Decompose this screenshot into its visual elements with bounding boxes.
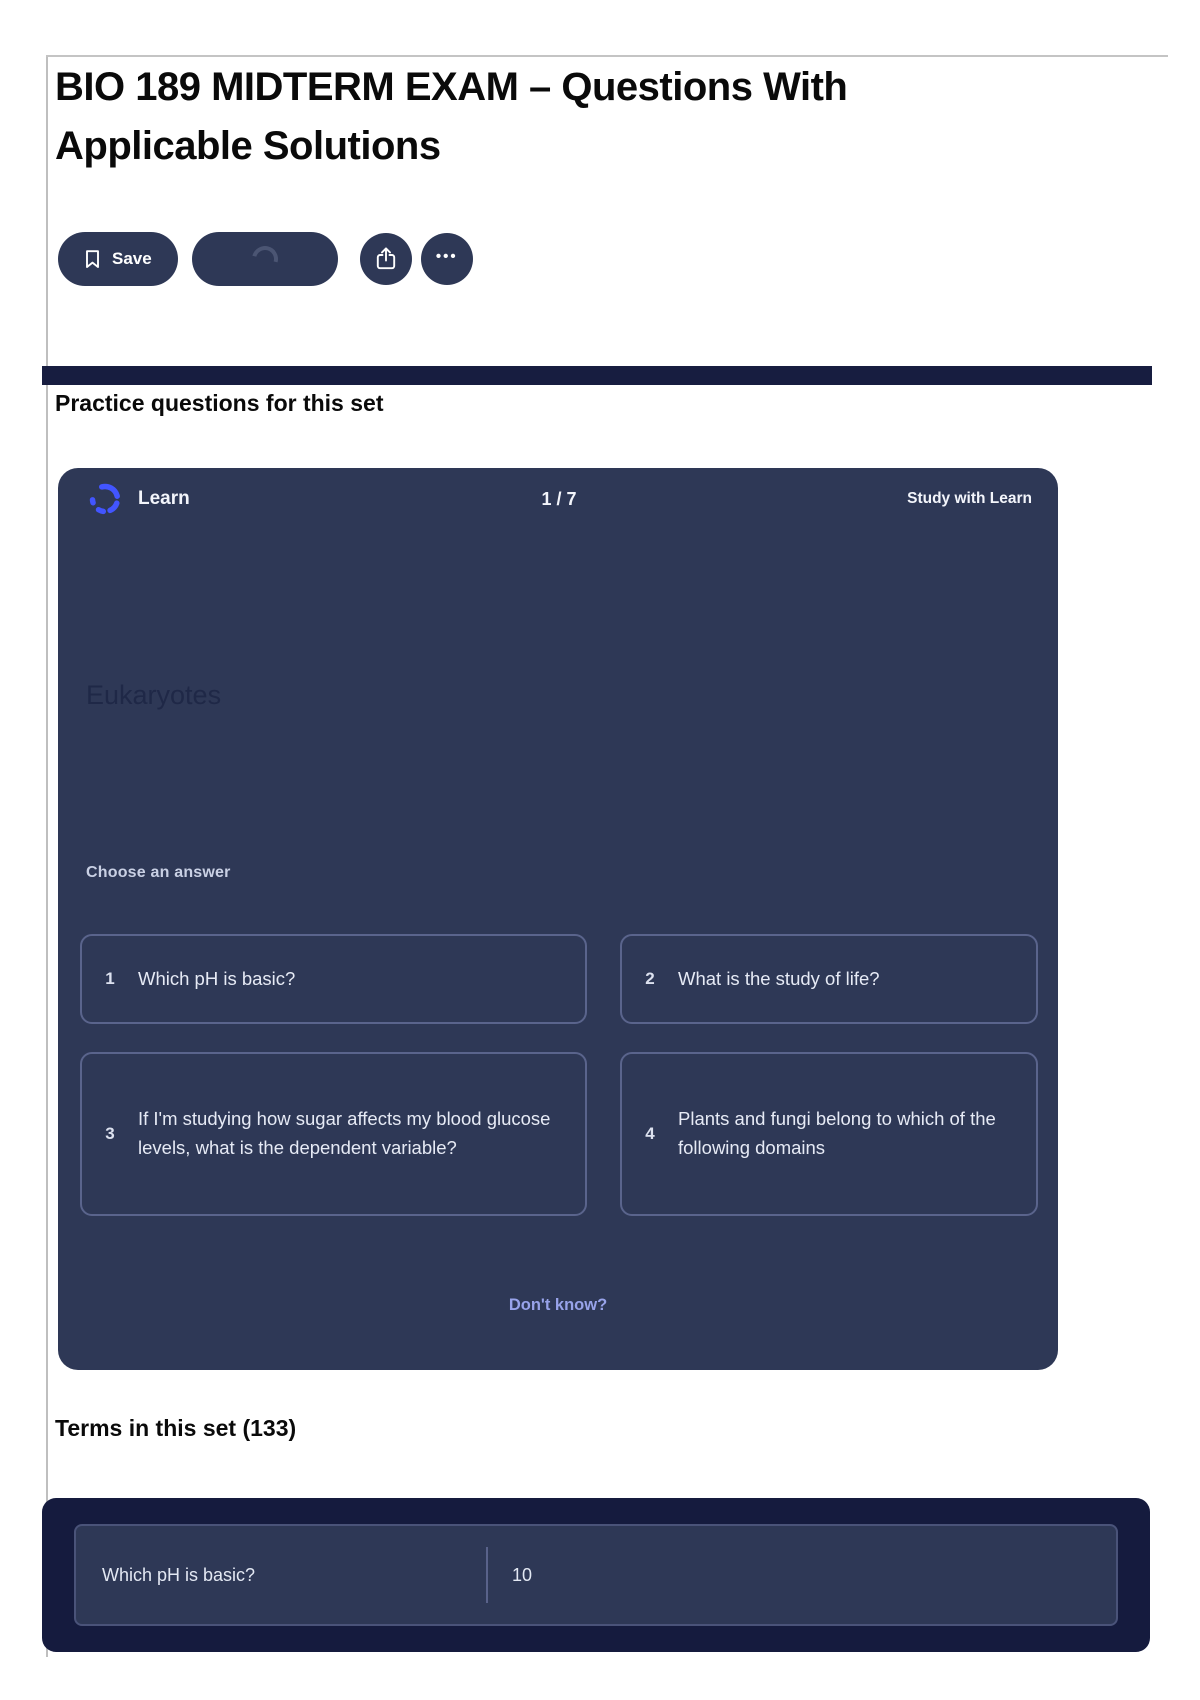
answer-option-4[interactable] [620,1052,1038,1216]
learn-card-header [86,478,1032,520]
option-text: Plants and fungi belong to which of the following domains [678,1108,996,1158]
option-number: 4 [645,1124,655,1143]
terms-list-card [42,1498,1150,1652]
learn-mode-label: Learn [138,488,190,509]
option-text: Which pH is basic? [138,967,296,989]
practice-section-heading: Practice questions for this set [55,390,384,416]
content-left-border [46,55,48,1657]
option-number: 1 [105,969,115,988]
choose-answer-label: Choose an answer [86,864,231,881]
page-title: BIO 189 MIDTERM EXAM – Questions With Applicable Solutions [55,65,848,169]
definition-text: 10 [512,1564,533,1585]
dont-know-link[interactable]: Don't know? [508,1296,608,1314]
more-options-button[interactable] [421,233,473,285]
ellipsis-icon: ••• [435,247,458,265]
term-text: Which pH is basic? [102,1564,256,1585]
answer-option-1[interactable] [80,934,587,1024]
share-button[interactable] [360,233,412,285]
term-row[interactable] [74,1524,1118,1626]
answer-option-2[interactable] [620,934,1038,1024]
option-number: 2 [645,969,655,988]
option-text: What is the study of life? [678,967,880,989]
learn-practice-card [58,468,1058,1370]
content-top-border [46,55,1168,57]
bookmark-icon [84,249,101,269]
save-button[interactable] [58,232,178,286]
progress-counter: 1 / 7 [541,488,577,509]
share-icon [374,246,398,272]
terms-section-heading: Terms in this set (133) [55,1415,297,1441]
section-divider-bar [42,366,1152,385]
answer-options [80,934,1038,1216]
answer-option-3[interactable] [80,1052,587,1216]
save-button-label: Save [112,249,152,268]
loading-button[interactable] [192,232,338,286]
spinner-icon [247,241,283,277]
option-text: If I'm studying how sugar affects my blood glucose levels, what is the dependent variable? [138,1108,551,1158]
option-number: 3 [105,1124,115,1143]
question-term: Eukaryotes [86,680,222,710]
study-with-learn-link[interactable]: Study with Learn [907,490,1032,507]
toolbar [58,232,473,286]
